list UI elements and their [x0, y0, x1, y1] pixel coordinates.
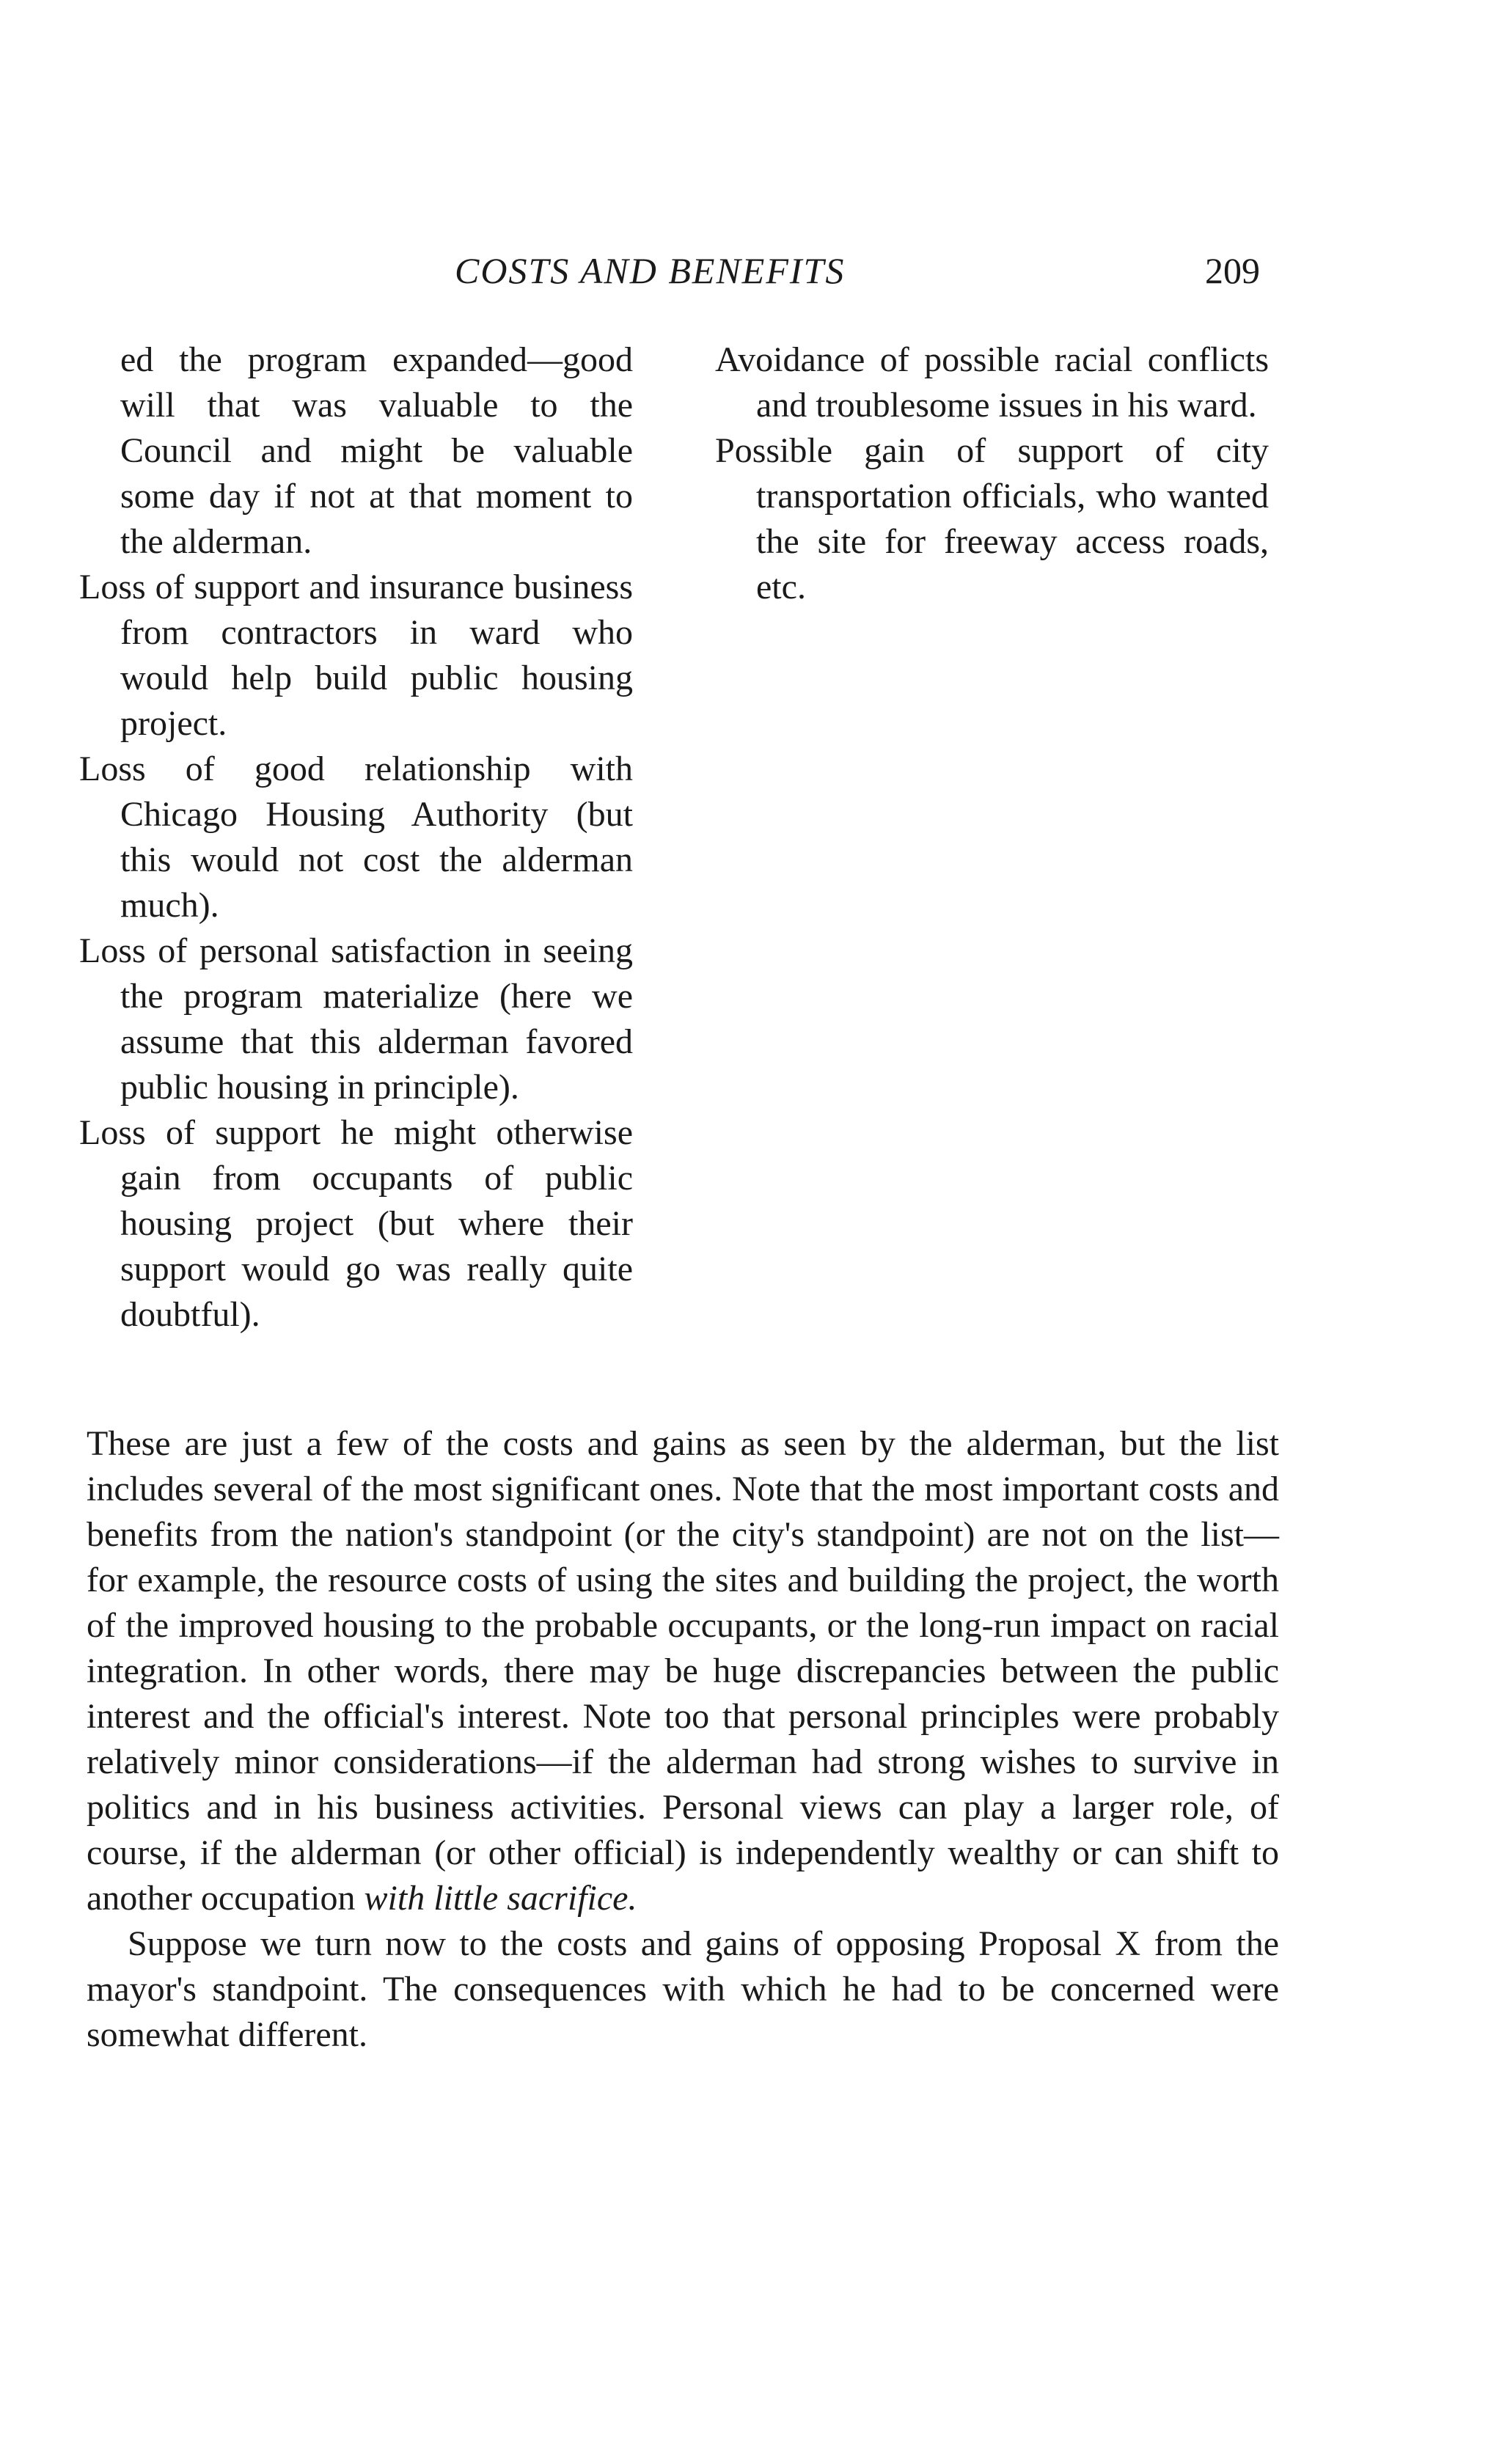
paragraph: Suppose we turn now to the costs and gains of opposing Proposal X from the mayor's standpoint. The consequences with which he had to be concerned were somewhat different.	[87, 1924, 1279, 2054]
list-item: Possible gain of support of city transportation officials, who wanted the site for freeway access roads, etc.	[715, 431, 1269, 606]
list-item: Loss of good relationship with Chicago Housing Authority (but this would not cost the alderman much).	[79, 749, 633, 925]
right-column	[715, 337, 1269, 610]
running-head: COSTS AND BENEFITS	[455, 250, 846, 291]
list-item: Loss of support and insurance business from contractors in ward who would help build public housing project.	[79, 568, 633, 743]
page-number: 209	[1205, 250, 1260, 291]
left-column	[79, 337, 633, 1338]
list-item: Loss of personal satisfaction in seeing the program materialize (here we assume that this alderman favored public housing in principle).	[79, 931, 633, 1107]
paragraph-text: These are just a few of the costs and gains as seen by the alderman, but the list includes several of the most significant ones. Note that the most important costs and benefits from the nation's standpoint (or the city's standpoint) are not on the list—for example, the resource costs of using the sites and building the project, the worth of the improved housing to the probable occupants, or the long-run impact on racial integration. In other words, there may be huge discrepancies between the public interest and the official's interest. Note too that personal principles were probably relatively minor considerations—if the alderman had strong wishes to survive in politics and in his business activities. Personal views can play a larger role, of course, if the alderman (or other official) is independently wealthy or can shift to another occupation	[87, 1424, 1279, 1918]
list-item: Loss of support he might otherwise gain from occupants of public housing project (but where their support would go was really quite doubtful).	[79, 1113, 633, 1334]
italic-phrase: with little sacrifice.	[364, 1879, 637, 1918]
list-item: Avoidance of possible racial conflicts and troublesome issues in his ward.	[715, 340, 1269, 425]
paragraph	[87, 1421, 1279, 1921]
body-text	[87, 1421, 1279, 2058]
list-item: ed the program expanded—good will that was valuable to the Council and might be valuable some day if not at that moment to the alderman.	[120, 340, 633, 561]
